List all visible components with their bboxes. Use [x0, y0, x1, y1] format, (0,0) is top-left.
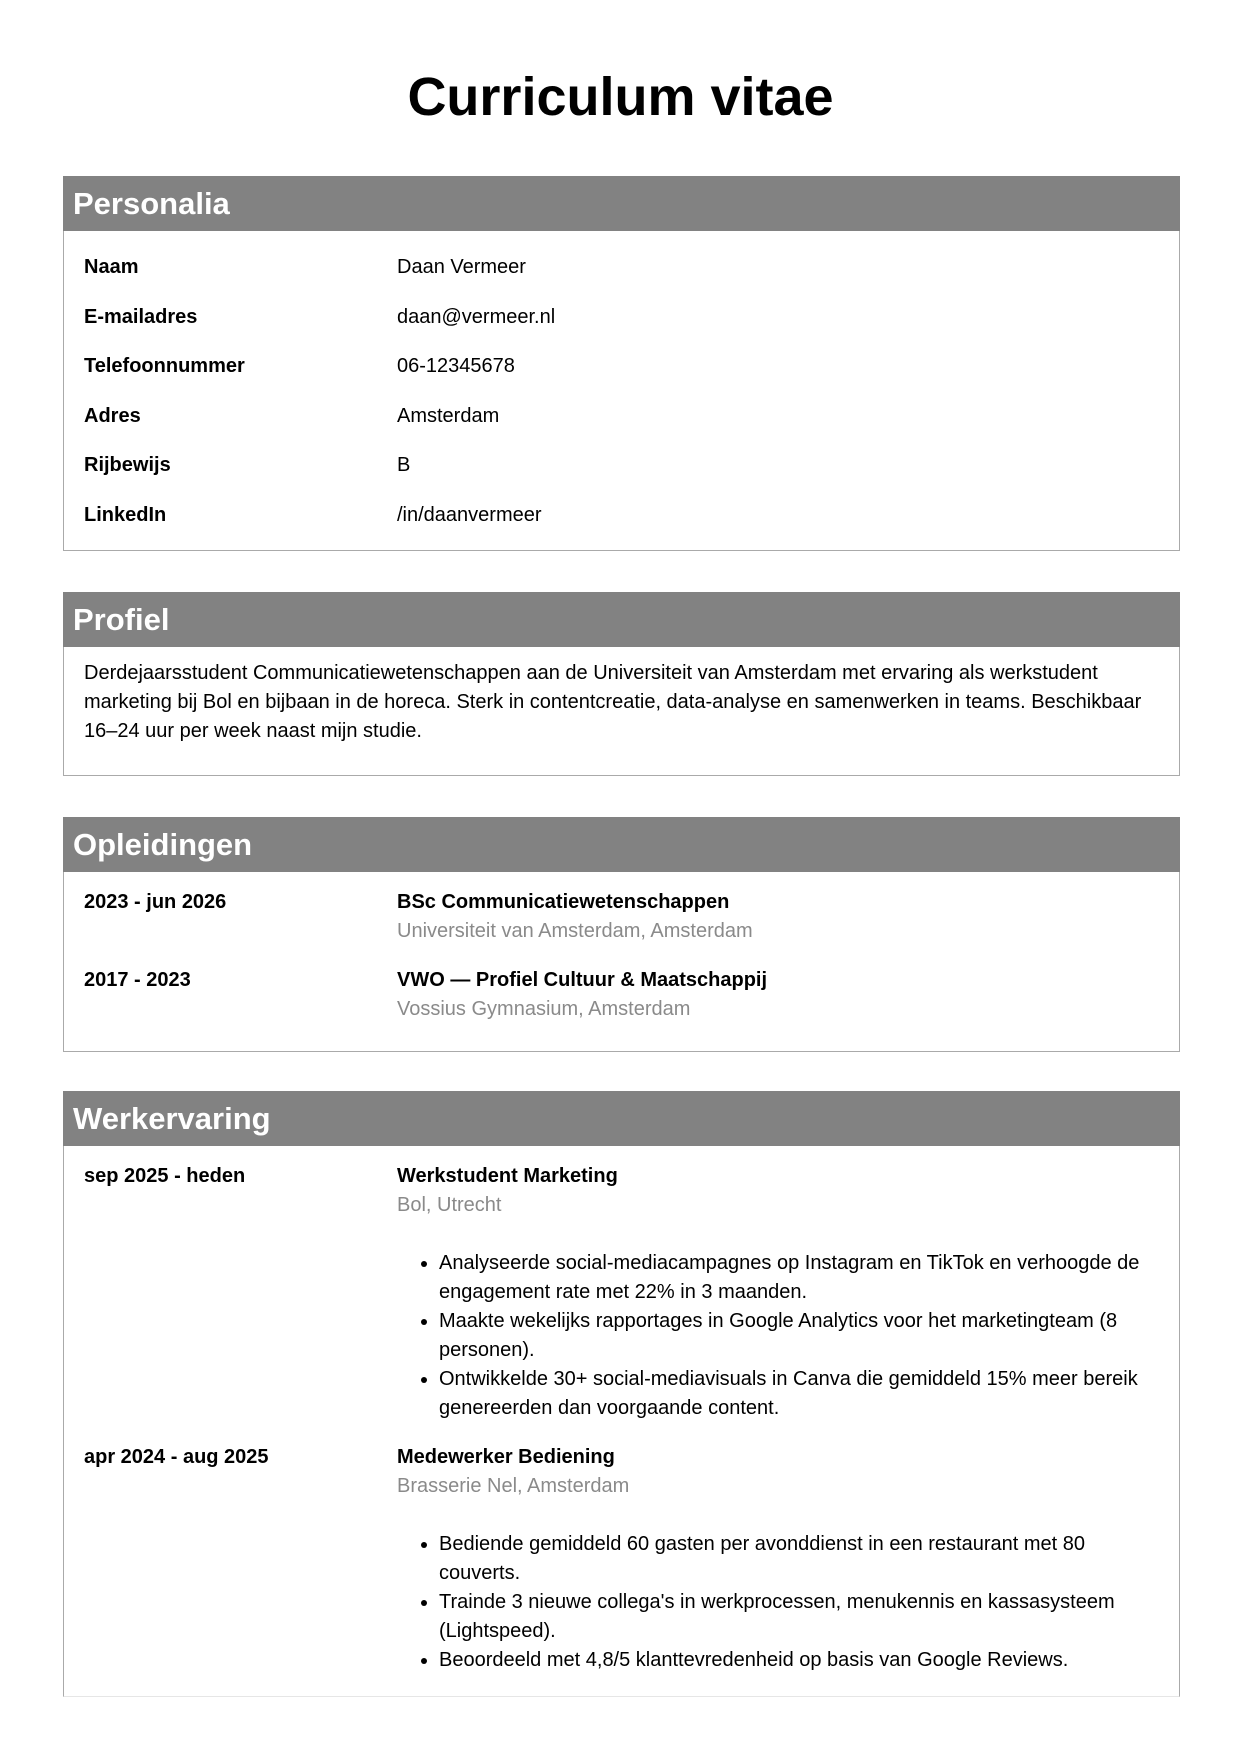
field-value: /in/daanvermeer — [397, 503, 542, 526]
field-value: daan@vermeer.nl — [397, 305, 556, 328]
field-value: Amsterdam — [397, 404, 500, 427]
work-title: Medewerker Bediening — [397, 1446, 615, 1468]
personal-row-name — [84, 243, 1159, 293]
section-heading-opleidingen: Opleidingen — [63, 817, 1180, 872]
education-entry — [84, 888, 1159, 946]
personal-row-email — [84, 293, 1159, 343]
work-entry — [84, 1443, 1159, 1675]
work-bullets — [397, 1530, 1159, 1675]
work-employer: Brasserie Nel, Amsterdam — [397, 1475, 630, 1497]
field-value: B — [397, 454, 411, 477]
section-personalia — [63, 176, 1180, 551]
education-institution: Vossius Gymnasium, Amsterdam — [397, 998, 691, 1020]
field-label: Telefoonnummer — [84, 355, 245, 378]
field-label: Rijbewijs — [84, 454, 171, 477]
field-label: Adres — [84, 404, 141, 427]
work-bullet: • Trainde 3 nieuwe collega's in werkprocessen, menukennis en kassasysteem (Lightspeed). — [439, 1588, 1159, 1646]
work-period: sep 2025 - heden — [84, 1165, 246, 1187]
field-value: Daan Vermeer — [397, 256, 526, 279]
education-title: BSc Communicatiewetenschappen — [397, 891, 730, 913]
work-bullet: • Analyseerde social-mediacampagnes op Instagram en TikTok en verhoogde de engagement rate met 22% in 3 maanden. — [439, 1249, 1159, 1307]
work-bullet: • Bediende gemiddeld 60 gasten per avonddienst in een restaurant met 80 couverts. — [439, 1530, 1159, 1588]
personal-row-linkedin — [84, 491, 1159, 541]
education-period: 2023 - jun 2026 — [84, 891, 227, 913]
section-heading-profiel: Profiel — [63, 592, 1180, 647]
field-label: LinkedIn — [84, 503, 167, 526]
personal-row-license — [84, 441, 1159, 491]
work-entry — [84, 1162, 1159, 1423]
education-institution: Universiteit van Amsterdam, Amsterdam — [397, 920, 753, 942]
field-label: E-mailadres — [84, 305, 198, 328]
section-werkervaring — [63, 1091, 1180, 1697]
section-heading-personalia: Personalia — [63, 176, 1180, 231]
field-label: Naam — [84, 256, 139, 279]
work-employer: Bol, Utrecht — [397, 1194, 502, 1216]
work-bullet: • Maakte wekelijks rapportages in Google Analytics voor het marketingteam (8 personen). — [439, 1307, 1159, 1365]
work-title: Werkstudent Marketing — [397, 1165, 618, 1187]
work-bullet: • Ontwikkelde 30+ social-mediavisuals in Canva die gemiddeld 15% meer bereik genereerden dan voorgaande content. — [439, 1365, 1159, 1423]
section-opleidingen — [63, 817, 1180, 1052]
field-value: 06-12345678 — [397, 355, 515, 378]
section-profiel — [63, 592, 1180, 776]
education-entry — [84, 966, 1159, 1024]
education-period: 2017 - 2023 — [84, 969, 191, 991]
page-title: Curriculum vitae — [407, 67, 834, 127]
section-heading-werkervaring: Werkervaring — [63, 1091, 1180, 1146]
work-period: apr 2024 - aug 2025 — [84, 1446, 269, 1468]
profile-text: Derdejaarsstudent Communicatiewetenschappen aan de Universiteit van Amsterdam met ervaring als werkstudent marketing bij Bol en bijbaan in de horeca. Sterk in contentcreatie, data-analyse en samenwerken in teams. Beschikbaar 16–24 uur per week naast mijn studie. — [84, 662, 1142, 742]
personal-row-address — [84, 392, 1159, 442]
work-bullets — [397, 1249, 1159, 1423]
personal-row-phone — [84, 342, 1159, 392]
work-bullet: • Beoordeeld met 4,8/5 klanttevredenheid op basis van Google Reviews. — [439, 1646, 1159, 1675]
education-title: VWO — Profiel Cultuur & Maatschappij — [397, 969, 768, 991]
